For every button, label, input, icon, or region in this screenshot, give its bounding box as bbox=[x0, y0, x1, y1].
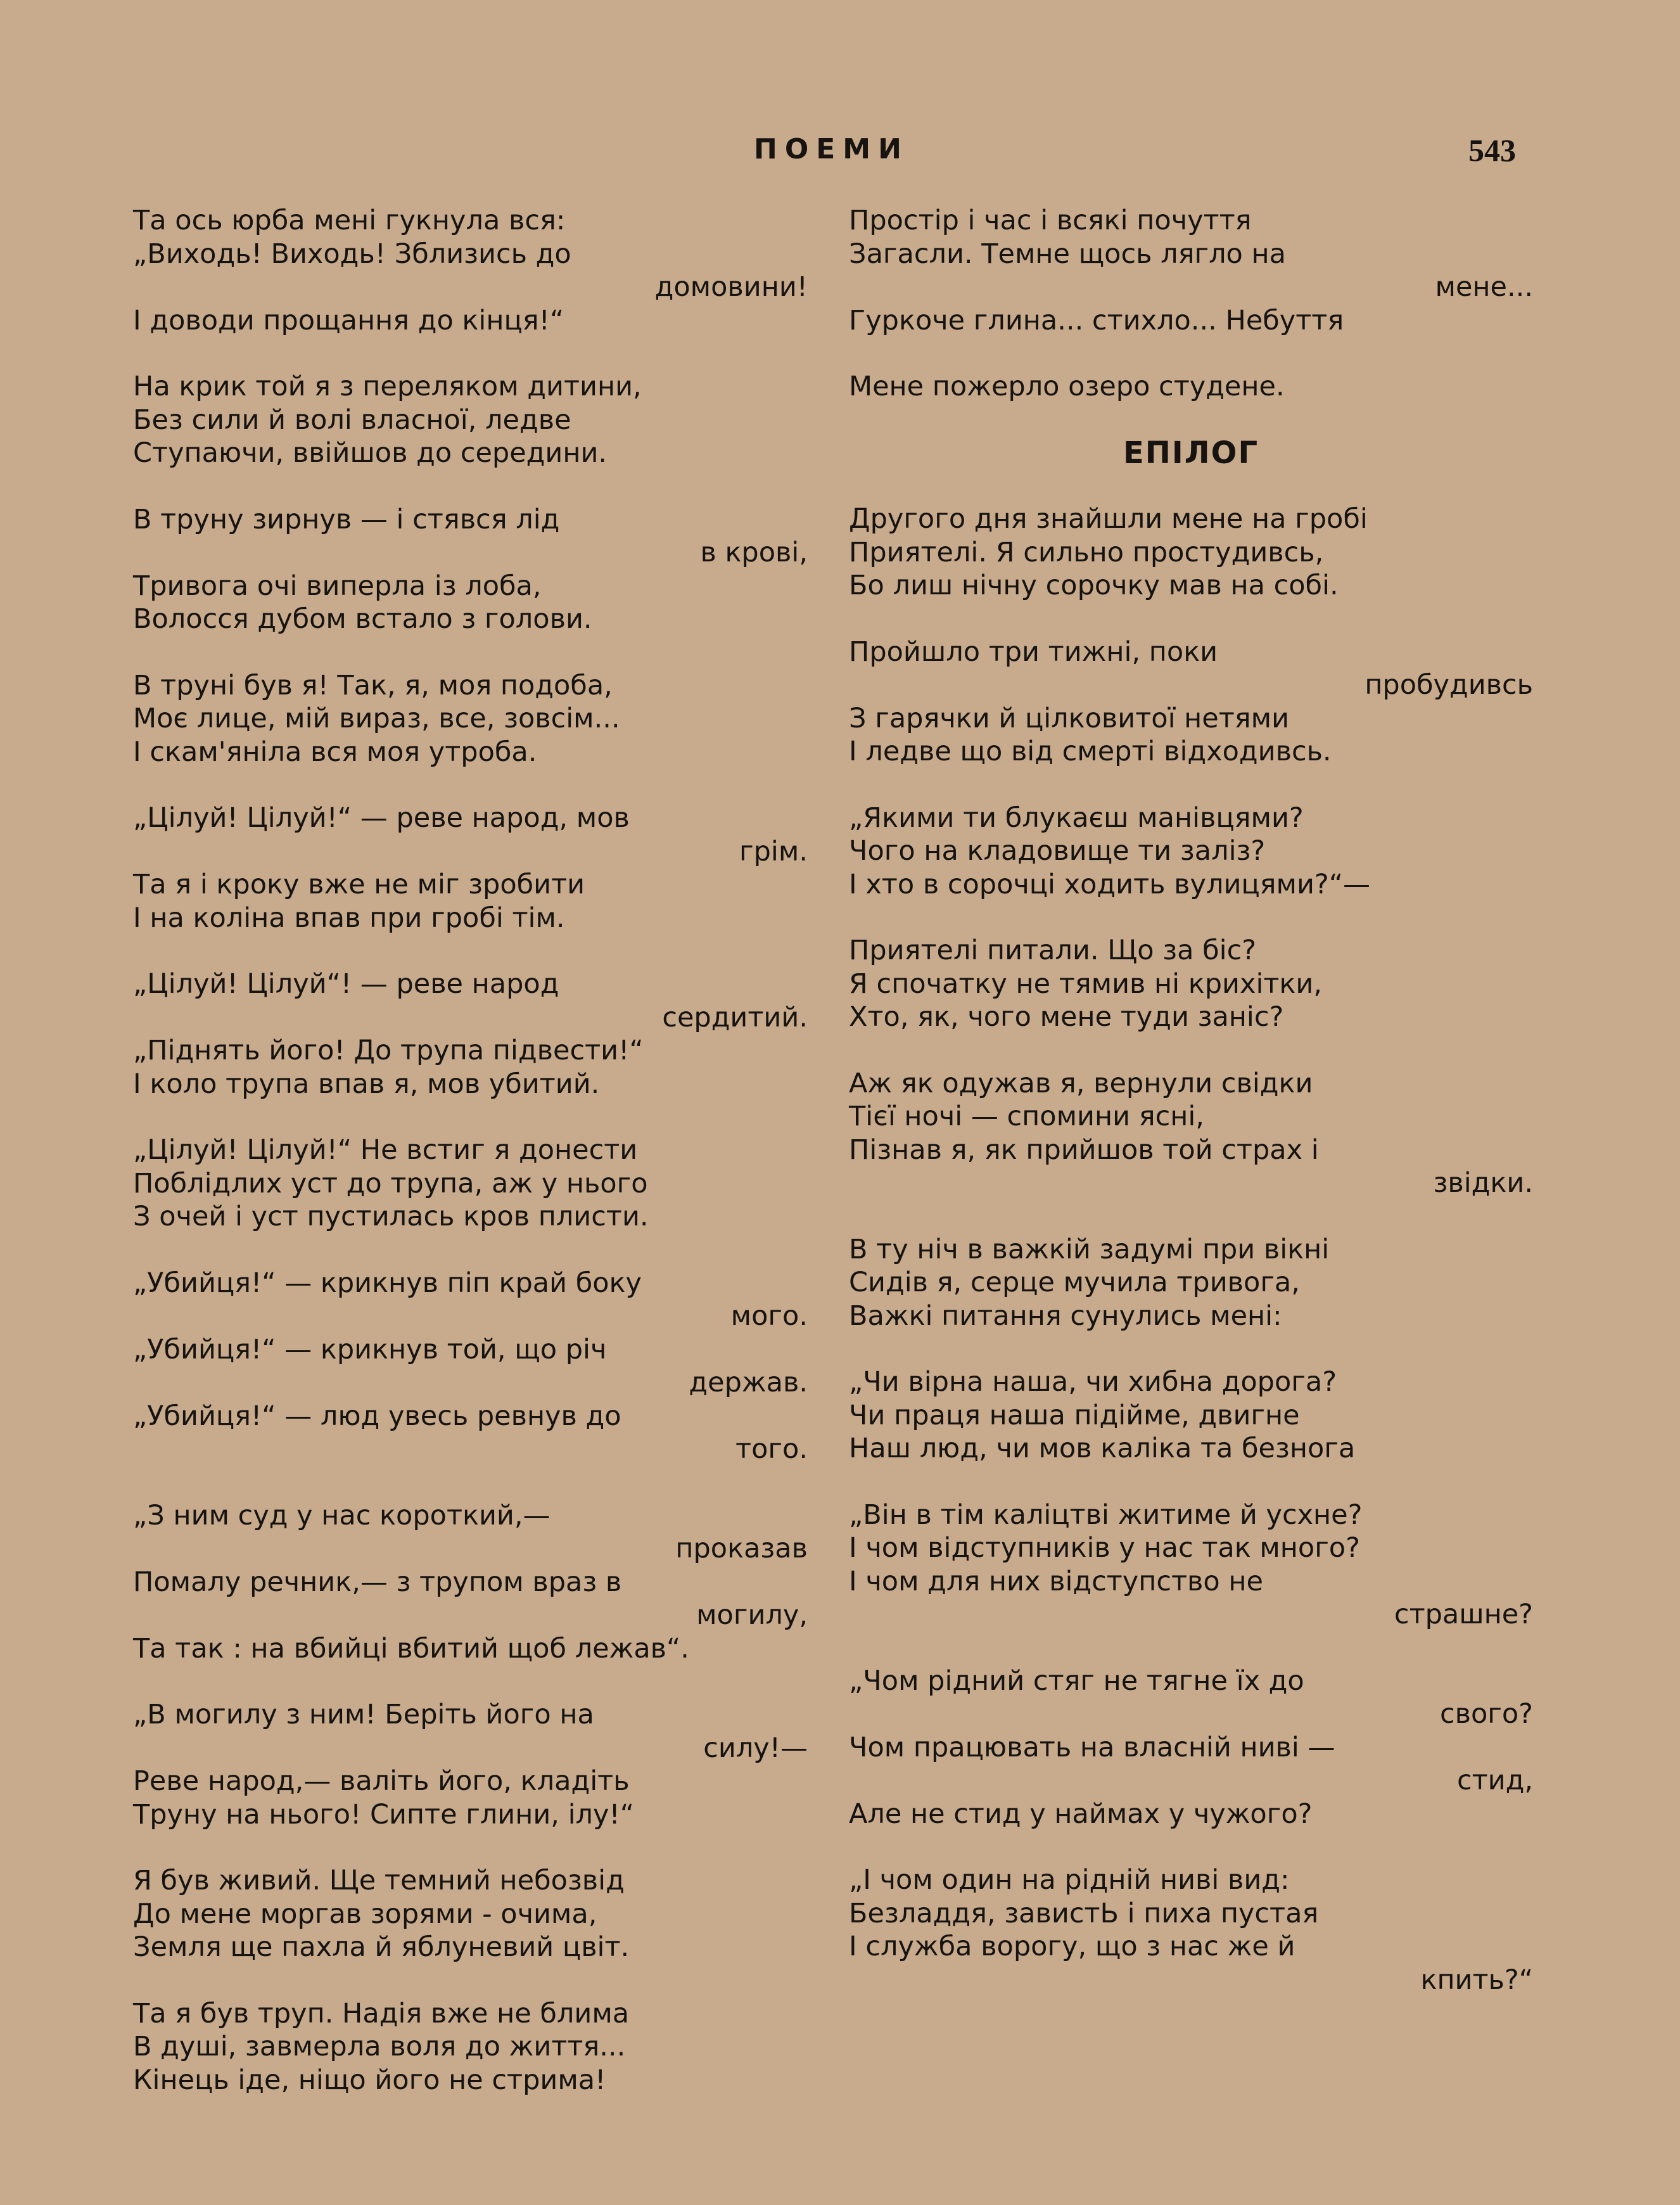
verse-line: Пройшло три тижні, поки bbox=[849, 636, 1218, 668]
verse-line: Труну на нього! Сипте глини, ілу!“ bbox=[133, 1798, 635, 1831]
verse-line-continuation: мене... bbox=[1435, 271, 1533, 303]
verse-line: Моє лице, мій вираз, все, зовсім... bbox=[133, 703, 620, 734]
verse-line: Волосся дубом встало з голови. bbox=[133, 603, 592, 635]
verse-line-continuation: звідки. bbox=[1433, 1167, 1533, 1199]
verse-line: Наш люд, чи мов каліка та безнога bbox=[849, 1433, 1356, 1464]
stanza bbox=[849, 1233, 1533, 1333]
right-column bbox=[849, 204, 1533, 2029]
verse-line: З гарячки й цілковитої нетями bbox=[849, 702, 1290, 734]
verse-line: „Убийця!“ — крикнув той, що річ bbox=[133, 1333, 607, 1365]
verse-line: Мене пожерло озеро студене. bbox=[849, 371, 1285, 402]
verse-line: Чи праця наша підійме, двигне bbox=[849, 1399, 1300, 1431]
verse-line: В душі, завмерла воля до життя... bbox=[133, 2031, 626, 2062]
stanza bbox=[849, 802, 1533, 902]
stanza bbox=[133, 669, 808, 769]
verse-line-continuation: силу!— bbox=[703, 1732, 808, 1764]
verse-line: „Виходь! Виходь! Зблизись до bbox=[133, 238, 571, 270]
verse-line: І коло трупа впав я, мов убитий. bbox=[133, 1068, 600, 1100]
verse-line: Безладдя, завистЬ і пиха пустая bbox=[849, 1897, 1319, 1929]
left-column bbox=[133, 204, 808, 2130]
verse-line: Та ось юрба мені гукнула вся: bbox=[133, 205, 566, 236]
stanza bbox=[133, 204, 808, 337]
verse-line-continuation: домовини! bbox=[654, 271, 808, 303]
verse-line: Та я і кроку вже не міг зробити bbox=[133, 869, 585, 900]
verse-line-continuation: того. bbox=[735, 1433, 808, 1465]
stanza bbox=[133, 968, 808, 1101]
verse-line-continuation: пробудивсь bbox=[1365, 669, 1533, 701]
verse-line: Я був живий. Ще темний небозвід bbox=[133, 1865, 625, 1896]
stanza bbox=[133, 1997, 808, 2097]
verse-line: Чом працювать на власній ниві — bbox=[849, 1731, 1335, 1763]
verse-line: Загасли. Темне щось лягло на bbox=[849, 238, 1286, 270]
verse-line-continuation: сердитий. bbox=[662, 1001, 808, 1033]
verse-line: Хто, як, чого мене туди заніс? bbox=[849, 1001, 1284, 1033]
verse-line: Бо лиш нічну сорочку мав на собі. bbox=[849, 570, 1339, 601]
verse-line: „Чом рідний стяг не тягне їх до bbox=[849, 1665, 1304, 1697]
verse-line: Реве народ,— валіть його, кладіть bbox=[133, 1765, 630, 1797]
verse-line-continuation: кпить?“ bbox=[1420, 1964, 1533, 1996]
section-title-epilogue: ЕПІЛОГ bbox=[1123, 435, 1259, 471]
verse-line: І скам'яніла вся моя утроба. bbox=[133, 736, 537, 768]
stanza bbox=[133, 1499, 808, 1666]
verse-line: Земля ще пахла й яблуневий цвіт. bbox=[133, 1931, 630, 1963]
verse-line: Приятелі питали. Що за біс? bbox=[849, 935, 1257, 966]
verse-line: Я спочатку не тямив ні крихітки, bbox=[849, 968, 1323, 1000]
verse-line: Пізнав я, як прийшов той страх і bbox=[849, 1134, 1319, 1166]
verse-line: „Чи вірна наша, чи хибна дорога? bbox=[849, 1366, 1337, 1398]
verse-line-continuation: свого? bbox=[1439, 1698, 1533, 1730]
verse-line: До мене моргав зорями - очима, bbox=[133, 1898, 597, 1930]
stanza bbox=[849, 370, 1533, 404]
verse-line-continuation: могилу, bbox=[696, 1599, 808, 1631]
verse-line-continuation: страшне? bbox=[1394, 1599, 1533, 1630]
verse-line: Тривога очі виперла із лоба, bbox=[133, 570, 542, 602]
verse-line: В труні був я! Так, я, моя подоба, bbox=[133, 669, 613, 701]
verse-line: Помалу речник,— з трупом враз в bbox=[133, 1566, 622, 1598]
verse-line: Без сили й волі власної, ледве bbox=[133, 404, 571, 436]
stanza bbox=[849, 636, 1533, 769]
verse-line: „Убийця!“ — крикнув піп край боку bbox=[133, 1267, 642, 1299]
verse-line: Та я був труп. Надія вже не блима bbox=[133, 1997, 630, 2029]
verse-line: І чом для них відступство не bbox=[849, 1565, 1263, 1597]
stanza bbox=[133, 1267, 808, 1466]
verse-line: „Якими ти блукаєш манівцями? bbox=[849, 802, 1304, 834]
verse-line: „Цілуй! Цілуй!“ — реве народ, мов bbox=[133, 802, 630, 834]
verse-line: „Піднять його! До трупа підвести!“ bbox=[133, 1035, 644, 1066]
verse-line: Але не стид у наймах у чужого? bbox=[849, 1798, 1313, 1830]
verse-line-continuation: в крові, bbox=[700, 537, 808, 568]
stanza bbox=[849, 1067, 1533, 1200]
verse-line: „З ним суд у нас короткий,— bbox=[133, 1499, 550, 1531]
running-title: ПОЕМИ bbox=[754, 133, 909, 165]
verse-line: З очей і уст пустилась кров плисти. bbox=[133, 1201, 649, 1232]
stanza bbox=[133, 370, 808, 470]
verse-line: Аж як одужав я, вернули свідки bbox=[849, 1067, 1313, 1099]
verse-line: Другого дня знайшли мене на гробі bbox=[849, 503, 1368, 535]
stanza bbox=[849, 204, 1533, 337]
verse-line: „В могилу з ним! Беріть його на bbox=[133, 1699, 594, 1730]
verse-line: І ледве що від смерті відходивсь. bbox=[849, 736, 1332, 767]
verse-line-continuation: стид, bbox=[1456, 1765, 1533, 1796]
stanza bbox=[849, 934, 1533, 1034]
poem-ending bbox=[849, 204, 1533, 404]
stanza bbox=[133, 1134, 808, 1234]
verse-line: „І чом один на рідній ниві вид: bbox=[849, 1864, 1290, 1896]
verse-line: В ту ніч в важкій задумі при вікні bbox=[849, 1233, 1330, 1265]
epilogue-text bbox=[849, 502, 1533, 1997]
verse-line-continuation: мого. bbox=[730, 1300, 808, 1332]
stanza bbox=[849, 1665, 1533, 1831]
verse-line: На крик той я з переляком дитини, bbox=[133, 371, 642, 402]
verse-line: І служба ворогу, що з нас же й bbox=[849, 1931, 1295, 1962]
page-number: 543 bbox=[1468, 132, 1516, 168]
verse-line-continuation: проказав bbox=[675, 1533, 808, 1564]
verse-line: Простір і час і всякі почуття bbox=[849, 205, 1252, 236]
verse-line: Гуркоче глина... стихло... Небуття bbox=[849, 304, 1344, 336]
verse-line: Сидів я, серце мучила тривога, bbox=[849, 1267, 1300, 1298]
verse-line: І чом відступників у нас так много? bbox=[849, 1532, 1360, 1564]
verse-line: Приятелі. Я сильно простудивсь, bbox=[849, 536, 1324, 568]
verse-line: „Він в тім каліцтві житиме й усхне? bbox=[849, 1499, 1363, 1531]
verse-line: Поблідлих уст до трупа, аж у нього bbox=[133, 1167, 648, 1199]
verse-line-continuation: грім. bbox=[739, 835, 808, 867]
stanza bbox=[849, 1863, 1533, 1997]
stanza bbox=[133, 1698, 808, 1831]
verse-line: „Убийця!“ — люд увесь ревнув до bbox=[133, 1400, 621, 1432]
verse-line: І на коліна впав при гробі тім. bbox=[133, 902, 565, 934]
stanza bbox=[133, 503, 808, 636]
verse-line: Тієї ночі — спомини ясні, bbox=[849, 1101, 1204, 1132]
verse-line: І доводи прощання до кінця!“ bbox=[133, 304, 564, 336]
verse-line: Кінець іде, ніщо його не стрима! bbox=[133, 2064, 606, 2096]
verse-line: „Цілуй! Цілуй“! — реве народ bbox=[133, 968, 559, 1000]
stanza bbox=[133, 802, 808, 935]
verse-line: Ступаючи, ввійшов до середини. bbox=[133, 437, 608, 469]
verse-line: „Цілуй! Цілуй!“ Не встиг я донести bbox=[133, 1134, 638, 1166]
verse-line: Та так : на вбийці вбитий щоб лежав“. bbox=[133, 1632, 689, 1665]
stanza bbox=[849, 1499, 1533, 1632]
verse-line: В труну зирнув — і стявся лід bbox=[133, 503, 560, 535]
verse-line: Чого на кладовище ти заліз? bbox=[849, 835, 1266, 867]
stanza bbox=[849, 502, 1533, 603]
verse-line: Важкі питання сунулись мені: bbox=[849, 1300, 1282, 1332]
verse-line: І хто в сорочці ходить вулицями?“— bbox=[849, 868, 1371, 900]
verse-line-continuation: держав. bbox=[689, 1367, 808, 1398]
stanza bbox=[133, 1864, 808, 1964]
stanza bbox=[849, 1365, 1533, 1466]
